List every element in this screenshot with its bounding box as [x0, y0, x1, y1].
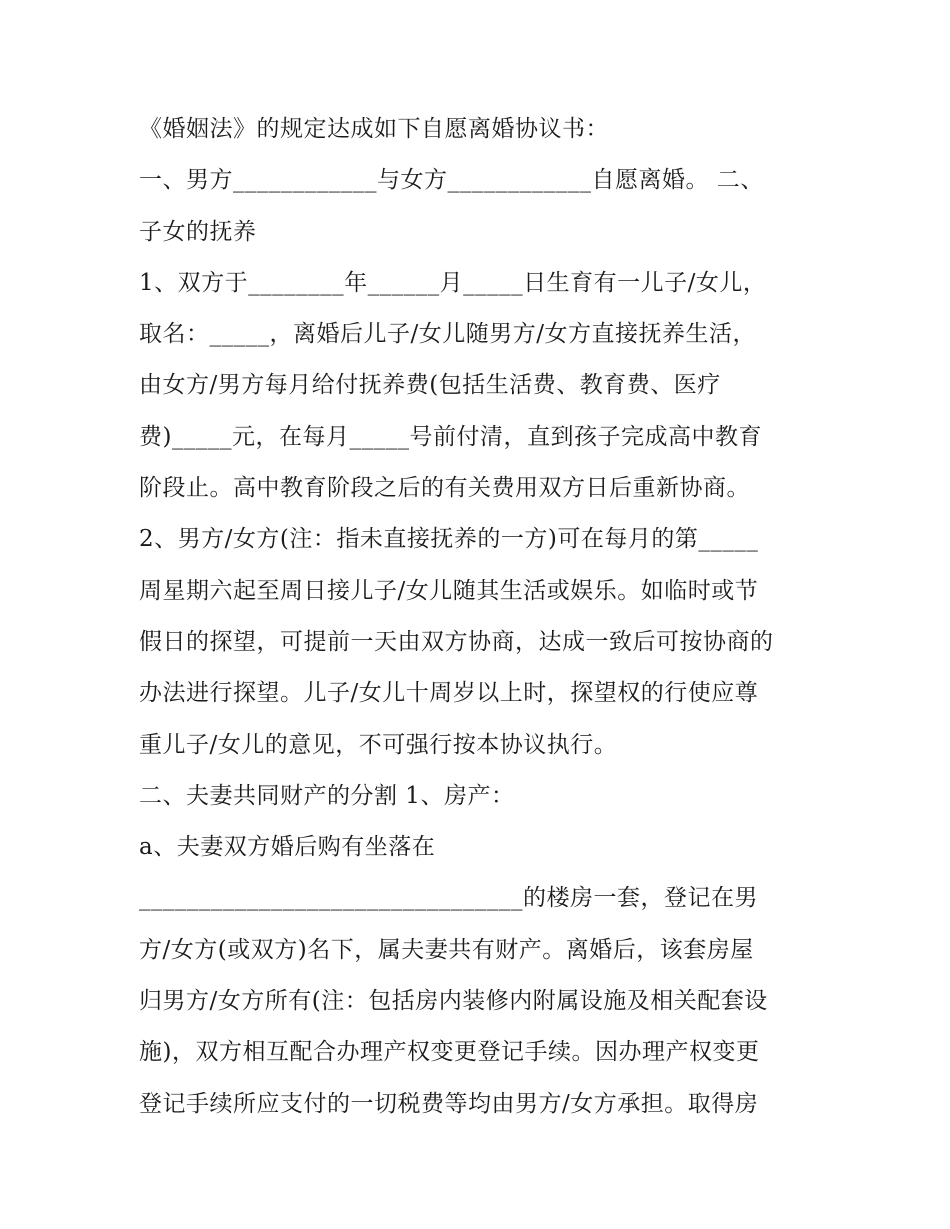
text-line: 一、男方____________与女方____________自愿离婚。 二、: [139, 167, 764, 194]
document-body: [139, 104, 819, 1130]
text-line: 取名：_____，离婚后儿子/女儿随男方/女方直接抚养生活，: [139, 321, 756, 348]
text-line: ________________________________的楼房一套，登记在男: [139, 885, 758, 912]
text-line: 费)_____元，在每月_____号前付清，直到孩子完成高中教育: [139, 423, 762, 450]
text-line: a、夫妻双方婚后购有坐落在: [139, 834, 436, 861]
text-line: 重儿子/女儿的意见，不可强行按本协议执行。: [139, 731, 618, 758]
text-line: 由女方/男方每月给付抚养费(包括生活费、教育费、医疗: [139, 372, 721, 399]
text-line: 2、男方/女方(注：指未直接抚养的一方)可在每月的第_____: [139, 526, 759, 553]
text-line: 归男方/女方所有(注：包括房内装修内附属设施及相关配套设: [139, 988, 768, 1015]
text-line: 施)，双方相互配合办理产权变更登记手续。因办理产权变更: [139, 1039, 760, 1066]
text-line: 《婚姻法》的规定达成如下自愿离婚协议书：: [139, 116, 609, 142]
text-line: 办法进行探望。儿子/女儿十周岁以上时，探望权的行使应尊: [139, 680, 759, 707]
text-line: 1、双方于________年______月_____日生育有一儿子/女儿，: [139, 269, 767, 296]
section-heading: 子女的抚养: [139, 218, 257, 245]
section-heading: 二、夫妻共同财产的分割 1、房产：: [139, 782, 515, 809]
text-line: 周星期六起至周日接儿子/女儿随其生活或娱乐。如临时或节: [139, 577, 759, 604]
text-line: 方/女方(或双方)名下，属夫妻共有财产。离婚后，该套房屋: [139, 936, 754, 963]
text-line: 假日的探望，可提前一天由双方协商，达成一致后可按协商的: [139, 628, 774, 655]
text-line: 阶段止。高中教育阶段之后的有关费用双方日后重新协商。: [139, 475, 750, 502]
text-line: 登记手续所应支付的一切税费等均由男方/女方承担。取得房: [139, 1090, 759, 1117]
